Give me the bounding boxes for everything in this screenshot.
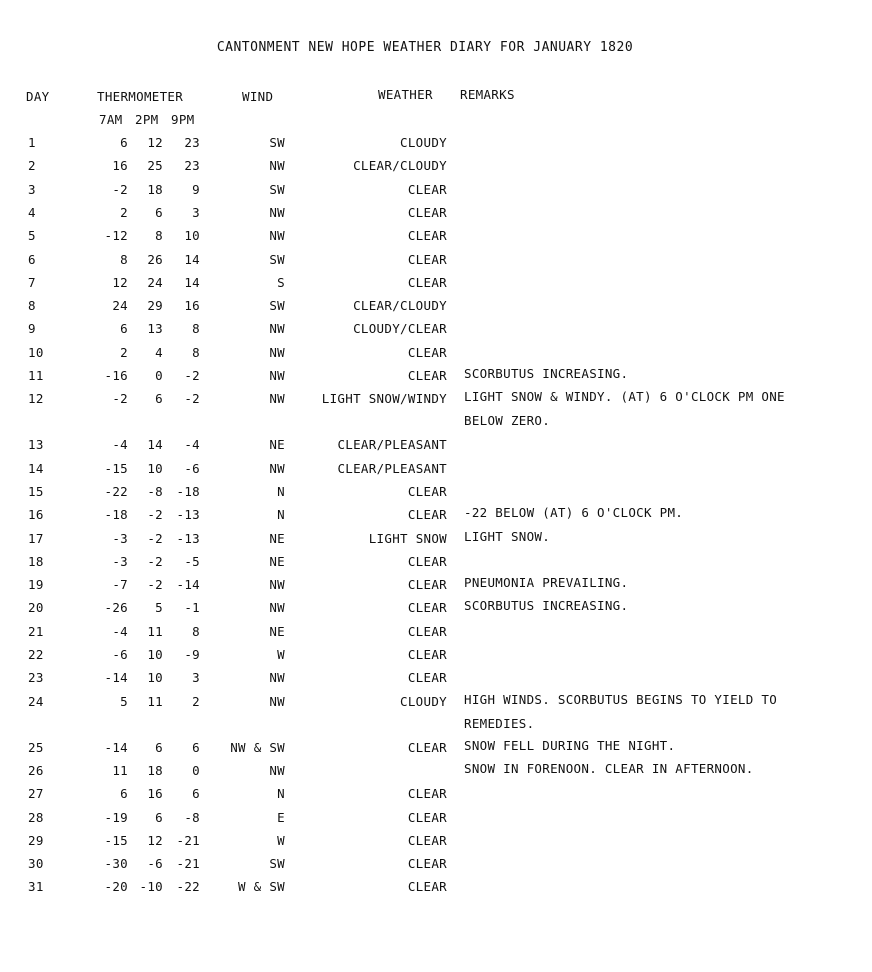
- temp-2pm-cell: -2: [147, 507, 163, 523]
- temp-9pm-cell: -18: [176, 483, 200, 499]
- wind-cell: SW: [269, 298, 285, 314]
- temp-7am-cell: -30: [104, 856, 128, 872]
- temp-7am-cell: -14: [104, 739, 128, 755]
- temp-9pm-cell: 3: [192, 670, 200, 686]
- wind-cell: NW: [269, 762, 285, 778]
- weather-cell: CLEAR: [407, 228, 447, 244]
- wind-cell: NE: [269, 553, 285, 569]
- wind-cell: W: [277, 647, 285, 662]
- temp-2pm-cell: 12: [147, 832, 163, 848]
- day-cell: 30: [28, 856, 44, 872]
- wind-cell: SW: [269, 181, 285, 197]
- wind-cell: NW: [269, 693, 285, 709]
- day-cell: 26: [28, 762, 44, 778]
- temp-7am-cell: -20: [104, 879, 128, 895]
- temp-2pm-cell: 14: [147, 437, 163, 453]
- day-cell: 19: [28, 577, 44, 593]
- day-cell: 11: [28, 368, 44, 383]
- temp-2pm-cell: -8: [147, 483, 163, 499]
- remarks-cell: HIGH WINDS. SCORBUTUS BEGINS TO YIELD TO: [464, 691, 778, 707]
- day-cell: 25: [28, 739, 44, 755]
- temp-7am-cell: -26: [104, 600, 128, 616]
- wind-cell: SW: [269, 135, 285, 150]
- wind-cell: N: [277, 786, 285, 802]
- temp-7am-cell: -19: [104, 809, 128, 825]
- temp-9pm-cell: 6: [192, 739, 200, 755]
- temp-7am-cell: 8: [120, 251, 128, 267]
- temp-9pm-cell: -2: [184, 391, 200, 407]
- temp-7am-cell: -18: [104, 507, 128, 523]
- weather-cell: CLEAR: [407, 670, 447, 686]
- weather-cell: CLEAR: [407, 879, 447, 895]
- wind-cell: SW: [269, 251, 285, 267]
- temp-7am-cell: 2: [120, 344, 128, 360]
- header-9pm: 9PM: [171, 112, 195, 127]
- temp-2pm-cell: 13: [147, 321, 163, 337]
- wind-cell: NE: [269, 530, 285, 546]
- temp-9pm-cell: -2: [184, 368, 200, 383]
- page-title: CANTONMENT NEW HOPE WEATHER DIARY FOR JANUARY 1820: [216, 40, 634, 55]
- temp-7am-cell: -22: [104, 483, 128, 499]
- temp-2pm-cell: 26: [147, 251, 163, 267]
- wind-cell: SW: [269, 856, 285, 872]
- wind-cell: S: [277, 274, 285, 290]
- day-cell: 13: [28, 437, 44, 453]
- wind-cell: NW: [269, 228, 285, 244]
- day-cell: 28: [28, 809, 44, 825]
- temp-9pm-cell: -4: [184, 437, 200, 453]
- day-cell: 29: [28, 832, 44, 848]
- weather-cell: LIGHT SNOW/WINDY: [321, 391, 447, 407]
- temp-9pm-cell: 16: [184, 298, 200, 314]
- day-cell: 17: [28, 530, 44, 546]
- header-wind: WIND: [242, 89, 274, 104]
- weather-cell: CLEAR/CLOUDY: [353, 158, 447, 174]
- wind-cell: NW: [269, 460, 285, 476]
- temp-9pm-cell: -6: [184, 460, 200, 476]
- weather-cell: CLEAR: [407, 809, 447, 825]
- day-cell: 16: [28, 507, 44, 523]
- temp-7am-cell: -14: [104, 670, 128, 686]
- header-weather: WEATHER: [378, 87, 433, 102]
- day-cell: 22: [28, 647, 44, 662]
- temp-7am-cell: -4: [112, 623, 128, 639]
- wind-cell: NW: [269, 670, 285, 686]
- weather-cell: CLEAR/PLEASANT: [337, 437, 447, 453]
- temp-9pm-cell: -8: [184, 809, 200, 825]
- temp-9pm-cell: 9: [192, 181, 200, 197]
- weather-cell: CLEAR: [407, 856, 447, 872]
- temp-2pm-cell: 29: [147, 298, 163, 314]
- weather-cell: CLEAR: [407, 623, 447, 639]
- temp-2pm-cell: 4: [155, 344, 163, 360]
- temp-2pm-cell: 5: [155, 600, 163, 616]
- wind-cell: NW: [269, 344, 285, 360]
- day-cell: 14: [28, 460, 44, 476]
- remarks-cell: LIGHT SNOW.: [464, 528, 551, 544]
- temp-7am-cell: 16: [112, 158, 128, 174]
- temp-7am-cell: 6: [120, 321, 128, 337]
- day-cell: 10: [28, 344, 44, 360]
- temp-9pm-cell: 14: [184, 251, 200, 267]
- temp-7am-cell: 2: [120, 204, 128, 220]
- temp-2pm-cell: 11: [147, 623, 163, 639]
- temp-9pm-cell: 23: [184, 158, 200, 174]
- temp-9pm-cell: -21: [176, 832, 200, 848]
- temp-9pm-cell: -13: [176, 530, 200, 546]
- temp-2pm-cell: 0: [155, 368, 163, 383]
- header-2pm: 2PM: [135, 112, 159, 127]
- temp-2pm-cell: 6: [155, 809, 163, 825]
- temp-2pm-cell: 18: [147, 762, 163, 778]
- wind-cell: NE: [269, 437, 285, 453]
- wind-cell: W: [277, 832, 285, 848]
- weather-cell: CLEAR: [407, 507, 447, 523]
- wind-cell: N: [277, 507, 285, 523]
- day-cell: 3: [28, 181, 36, 197]
- day-cell: 9: [28, 321, 36, 337]
- weather-cell: CLEAR/CLOUDY: [353, 298, 447, 314]
- remarks-cell: SNOW IN FORENOON. CLEAR IN AFTERNOON.: [464, 760, 754, 776]
- weather-cell: CLEAR: [407, 274, 447, 290]
- weather-cell: CLOUDY/CLEAR: [353, 321, 447, 337]
- wind-cell: NW: [269, 321, 285, 337]
- weather-cell: CLEAR: [407, 483, 447, 499]
- temp-9pm-cell: -5: [184, 553, 200, 569]
- weather-cell: CLOUDY: [400, 135, 447, 150]
- weather-cell: CLEAR: [407, 786, 447, 802]
- temp-2pm-cell: 25: [147, 158, 163, 174]
- temp-2pm-cell: 16: [147, 786, 163, 802]
- temp-9pm-cell: -13: [176, 507, 200, 523]
- day-cell: 5: [28, 228, 36, 244]
- temp-2pm-cell: 6: [155, 739, 163, 755]
- weather-cell: CLEAR: [407, 600, 447, 616]
- remarks-cell: SCORBUTUS INCREASING.: [464, 366, 629, 381]
- day-cell: 20: [28, 600, 44, 616]
- weather-cell: LIGHT SNOW: [368, 530, 447, 546]
- temp-9pm-cell: 8: [192, 623, 200, 639]
- temp-9pm-cell: -9: [184, 647, 200, 662]
- wind-cell: E: [277, 809, 285, 825]
- weather-cell: CLOUDY: [400, 693, 447, 709]
- weather-cell: CLEAR: [407, 344, 447, 360]
- day-cell: 23: [28, 670, 44, 686]
- temp-9pm-cell: 3: [192, 204, 200, 220]
- day-cell: 27: [28, 786, 44, 802]
- remarks-cell-continued: BELOW ZERO.: [464, 413, 551, 429]
- wind-cell: NE: [269, 623, 285, 639]
- temp-9pm-cell: 23: [184, 135, 200, 150]
- temp-7am-cell: -4: [112, 437, 128, 453]
- weather-cell: CLEAR: [407, 739, 447, 755]
- remarks-cell: -22 BELOW (AT) 6 O'CLOCK PM.: [464, 505, 684, 521]
- temp-2pm-cell: 8: [155, 228, 163, 244]
- temp-9pm-cell: -1: [184, 600, 200, 616]
- day-cell: 12: [28, 391, 44, 407]
- temp-7am-cell: 6: [120, 786, 128, 802]
- weather-cell: CLEAR: [407, 181, 447, 197]
- wind-cell: NW: [269, 204, 285, 220]
- wind-cell: NW: [269, 368, 285, 383]
- temp-7am-cell: -3: [112, 530, 128, 546]
- wind-cell: NW: [269, 577, 285, 593]
- day-cell: 24: [28, 693, 44, 709]
- weather-cell: CLEAR: [407, 553, 447, 569]
- temp-2pm-cell: -2: [147, 577, 163, 593]
- temp-9pm-cell: 6: [192, 786, 200, 802]
- temp-2pm-cell: -2: [147, 553, 163, 569]
- temp-2pm-cell: 10: [147, 670, 163, 686]
- temp-7am-cell: -15: [104, 832, 128, 848]
- day-cell: 15: [28, 483, 44, 499]
- weather-cell: CLEAR: [407, 647, 447, 662]
- temp-7am-cell: 24: [112, 298, 128, 314]
- day-cell: 1: [28, 135, 36, 150]
- remarks-cell: LIGHT SNOW & WINDY. (AT) 6 O'CLOCK PM ONE: [464, 389, 785, 405]
- temp-7am-cell: -2: [112, 181, 128, 197]
- temp-2pm-cell: 24: [147, 274, 163, 290]
- day-cell: 21: [28, 623, 44, 639]
- temp-9pm-cell: 8: [192, 321, 200, 337]
- wind-cell: W & SW: [238, 879, 285, 895]
- day-cell: 8: [28, 298, 36, 314]
- wind-cell: NW & SW: [230, 739, 285, 755]
- day-cell: 7: [28, 274, 36, 290]
- temp-2pm-cell: 6: [155, 204, 163, 220]
- day-cell: 31: [28, 879, 44, 895]
- temp-7am-cell: 11: [112, 762, 128, 778]
- temp-2pm-cell: 6: [155, 391, 163, 407]
- temp-7am-cell: -2: [112, 391, 128, 407]
- temp-2pm-cell: 10: [147, 647, 163, 662]
- temp-7am-cell: -12: [104, 228, 128, 244]
- weather-cell: CLEAR: [407, 368, 447, 383]
- weather-cell: CLEAR: [407, 577, 447, 593]
- remarks-cell: PNEUMONIA PREVAILING.: [464, 575, 629, 591]
- day-cell: 6: [28, 251, 36, 267]
- temp-9pm-cell: 0: [192, 762, 200, 778]
- temp-9pm-cell: 10: [184, 228, 200, 244]
- temp-2pm-cell: 10: [147, 460, 163, 476]
- temp-7am-cell: -16: [104, 368, 128, 383]
- wind-cell: NW: [269, 600, 285, 616]
- weather-cell: CLEAR: [407, 204, 447, 220]
- temp-9pm-cell: 14: [184, 274, 200, 290]
- temp-9pm-cell: -21: [176, 856, 200, 872]
- temp-2pm-cell: -10: [139, 879, 163, 895]
- day-cell: 2: [28, 158, 36, 174]
- weather-cell: CLEAR: [407, 251, 447, 267]
- wind-cell: NW: [269, 391, 285, 407]
- weather-cell: CLEAR: [407, 832, 447, 848]
- weather-cell: CLEAR/PLEASANT: [337, 460, 447, 476]
- temp-2pm-cell: 11: [147, 693, 163, 709]
- temp-9pm-cell: 2: [192, 693, 200, 709]
- temp-2pm-cell: -6: [147, 856, 163, 872]
- header-remarks: REMARKS: [460, 87, 515, 102]
- temp-9pm-cell: -14: [176, 577, 200, 593]
- wind-cell: N: [277, 483, 285, 499]
- header-thermometer: THERMOMETER: [97, 89, 184, 104]
- temp-2pm-cell: 12: [147, 135, 163, 150]
- temp-9pm-cell: -22: [176, 879, 200, 895]
- temp-2pm-cell: -2: [147, 530, 163, 546]
- temp-7am-cell: 5: [120, 693, 128, 709]
- remarks-cell: SCORBUTUS INCREASING.: [464, 598, 629, 614]
- remarks-cell: SNOW FELL DURING THE NIGHT.: [464, 737, 676, 753]
- day-cell: 18: [28, 553, 44, 569]
- temp-7am-cell: 6: [120, 135, 128, 150]
- header-7am: 7AM: [99, 112, 123, 127]
- temp-7am-cell: -6: [112, 647, 128, 662]
- wind-cell: NW: [269, 158, 285, 174]
- temp-7am-cell: 12: [112, 274, 128, 290]
- temp-9pm-cell: 8: [192, 344, 200, 360]
- temp-7am-cell: -3: [112, 553, 128, 569]
- header-day: DAY: [26, 89, 50, 104]
- temp-7am-cell: -15: [104, 460, 128, 476]
- day-cell: 4: [28, 204, 36, 220]
- remarks-cell-continued: REMEDIES.: [464, 715, 535, 731]
- temp-2pm-cell: 18: [147, 181, 163, 197]
- temp-7am-cell: -7: [112, 577, 128, 593]
